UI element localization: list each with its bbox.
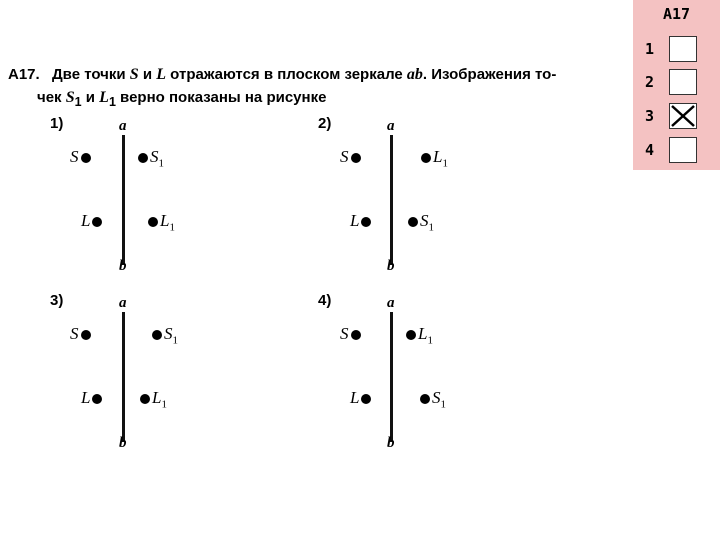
diagram-number: 4) bbox=[318, 292, 332, 309]
diagram-4 bbox=[318, 292, 518, 482]
mirror-label-a: a bbox=[119, 118, 127, 134]
point-S: S bbox=[340, 147, 363, 167]
question-label: A17. bbox=[8, 66, 40, 83]
option-number: 1 bbox=[645, 40, 655, 58]
image-S1: $S_1$ bbox=[406, 211, 434, 233]
mirror-line bbox=[390, 312, 393, 442]
diagram-3 bbox=[50, 292, 250, 482]
point-S: S bbox=[70, 147, 93, 167]
mirror-label-b: b bbox=[387, 258, 395, 274]
panel-title: A17 bbox=[662, 5, 691, 23]
option-number: 4 bbox=[645, 141, 655, 159]
option-1 bbox=[633, 36, 720, 62]
option-4 bbox=[633, 137, 720, 163]
question-line-2: чек $S_1$ и $L_1$ верно показаны на рисунке bbox=[37, 89, 327, 109]
question-line-1: Две точки S и L отражаются в плоском зеркале ab. Изображения то- bbox=[52, 66, 557, 83]
diagram-1 bbox=[50, 115, 250, 305]
checked-cross-icon bbox=[670, 104, 696, 128]
mirror-line bbox=[390, 135, 393, 265]
point-L: L bbox=[81, 211, 104, 231]
option-number: 3 bbox=[645, 107, 655, 125]
mirror-label-b: b bbox=[119, 258, 127, 274]
mirror-label-a: a bbox=[387, 295, 395, 311]
diagram-number: 2) bbox=[318, 115, 332, 132]
option-number: 2 bbox=[645, 73, 655, 91]
option-2 bbox=[633, 69, 720, 95]
diagram-number: 3) bbox=[50, 292, 64, 309]
mirror-label-a: a bbox=[119, 295, 127, 311]
diagram-number: 1) bbox=[50, 115, 64, 132]
option-checkbox-4[interactable] bbox=[669, 137, 697, 163]
mirror-line bbox=[122, 135, 125, 265]
diagram-2 bbox=[318, 115, 518, 305]
image-S1: $S_1$ bbox=[418, 388, 446, 410]
mirror-label-b: b bbox=[387, 435, 395, 451]
option-checkbox-2[interactable] bbox=[669, 69, 697, 95]
point-S: S bbox=[70, 324, 93, 344]
image-L1: $L_1$ bbox=[138, 388, 167, 410]
image-S1: $S_1$ bbox=[136, 147, 164, 169]
image-L1: $L_1$ bbox=[419, 147, 448, 169]
option-checkbox-1[interactable] bbox=[669, 36, 697, 62]
image-L1: $L_1$ bbox=[146, 211, 175, 233]
option-checkbox-3[interactable] bbox=[669, 103, 697, 129]
point-L: L bbox=[350, 388, 373, 408]
image-S1: $S_1$ bbox=[150, 324, 178, 346]
image-L1: $L_1$ bbox=[404, 324, 433, 346]
point-S: S bbox=[340, 324, 363, 344]
option-3 bbox=[633, 103, 720, 129]
point-L: L bbox=[350, 211, 373, 231]
mirror-label-b: b bbox=[119, 435, 127, 451]
mirror-line bbox=[122, 312, 125, 442]
answer-panel bbox=[633, 0, 720, 170]
point-L: L bbox=[81, 388, 104, 408]
mirror-label-a: a bbox=[387, 118, 395, 134]
